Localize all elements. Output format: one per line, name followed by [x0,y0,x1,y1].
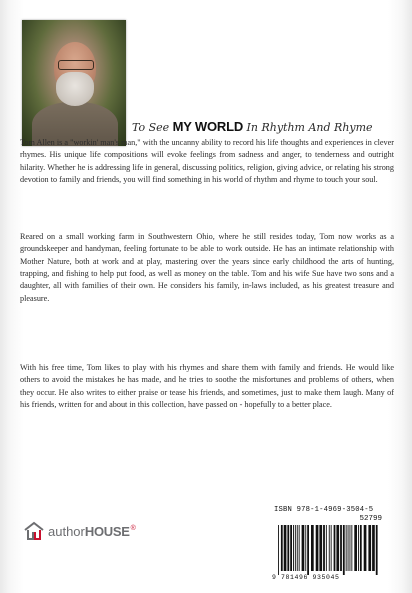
bio-paragraph-1: Tom Allen is a "workin' man's man," with the uncanny ability to record his life thoughts and experiences in clever rhymes. His unique life compositions will evoke feelings from sadness and anger, to tenderness and outright hilarity. Whether he is addressing life in general, discussing politics, religion, giving advice, or relating his strong devotion to family and friends, you will find something in his world of rhythm and rhyme to touch your soul. [20,138,394,185]
author-photo [22,20,126,146]
barcode-bar [316,525,319,571]
barcode-bar [326,525,327,571]
barcode-bar [336,525,339,571]
barcode-bar [346,525,347,571]
barcode-bar [348,525,349,571]
barcode-bar [350,525,351,571]
price-code: 52799 [359,515,382,523]
barcode-bar [297,525,298,571]
barcode-bar [293,525,294,571]
barcode-bar [287,525,289,571]
barcode-bar [368,525,371,571]
heading-rhythm-rhyme: In Rhythm And Rhyme [243,121,373,134]
barcode-bar [278,525,279,575]
barcode-bar [360,525,362,571]
barcode-number: 9 781496 935045 [272,574,340,581]
barcode-bar [323,525,325,571]
barcode-bar [305,525,306,571]
barcode-bar [372,525,375,571]
barcode-bar [311,525,314,571]
barcode-bar [340,525,342,571]
house-book-icon [24,521,44,541]
barcode-bar [358,525,359,571]
barcode-bar [354,525,357,571]
publisher-name-house: HOUSE [84,523,130,539]
registered-mark: ® [130,525,136,533]
barcode-bar [295,525,296,571]
barcode-bar [319,525,322,571]
heading-to-see: To See [132,121,173,134]
barcode-bar [281,525,283,571]
publisher-name [48,524,136,539]
heading-my-world: MY WORLD [172,119,244,134]
barcode-bar [334,525,336,571]
bio-paragraph-2: Reared on a small working farm in Southwestern Ohio, where he still resides today, Tom now works as a groundskeeper and handyman, feeling fortunate to be able to work outside. He has an intimate relationship with Mother Nature, both at work and at play, mastering over the years since early childhood the arts of hunting, trapping, and fishing to help put food, as well as money on the table. Tom and his wife Sue have two sons and a daughter, all with families of their own. He considers his family, in-laws included, as his greatest treasure and pleasure. [20,232,394,303]
publisher-name-author: author [48,523,85,539]
barcode-bar [351,525,352,571]
barcode-bar [364,525,367,571]
publisher-logo [24,519,174,543]
author-photo-beard [56,72,94,106]
barcode-bar [376,525,378,575]
barcode-bar [302,525,305,571]
book-heading [132,118,402,136]
barcode-bar [329,525,330,571]
bio-paragraph-3: With his free time, Tom likes to play with his rhymes and share them with family and friends. He would like others to avoid the mistakes he has made, and he tries to soothe the misfortunes and problems of others, when they occur. He also writes to either praise or tease his friends, and sometimes, just to make them laugh. Many of his friends, written for and about in this collection, have passed on - hopefully to a better place. [20,363,394,410]
barcode-bar [343,525,345,575]
barcode-bar [290,525,292,571]
author-photo-glasses [58,60,94,70]
isbn-text: ISBN 978-1-4969-3504-5 [274,506,374,514]
barcode-bar [284,525,287,571]
barcode-bar [299,525,300,571]
barcode-bar [331,525,332,571]
isbn-barcode [272,505,384,587]
barcode-bar [307,525,309,575]
